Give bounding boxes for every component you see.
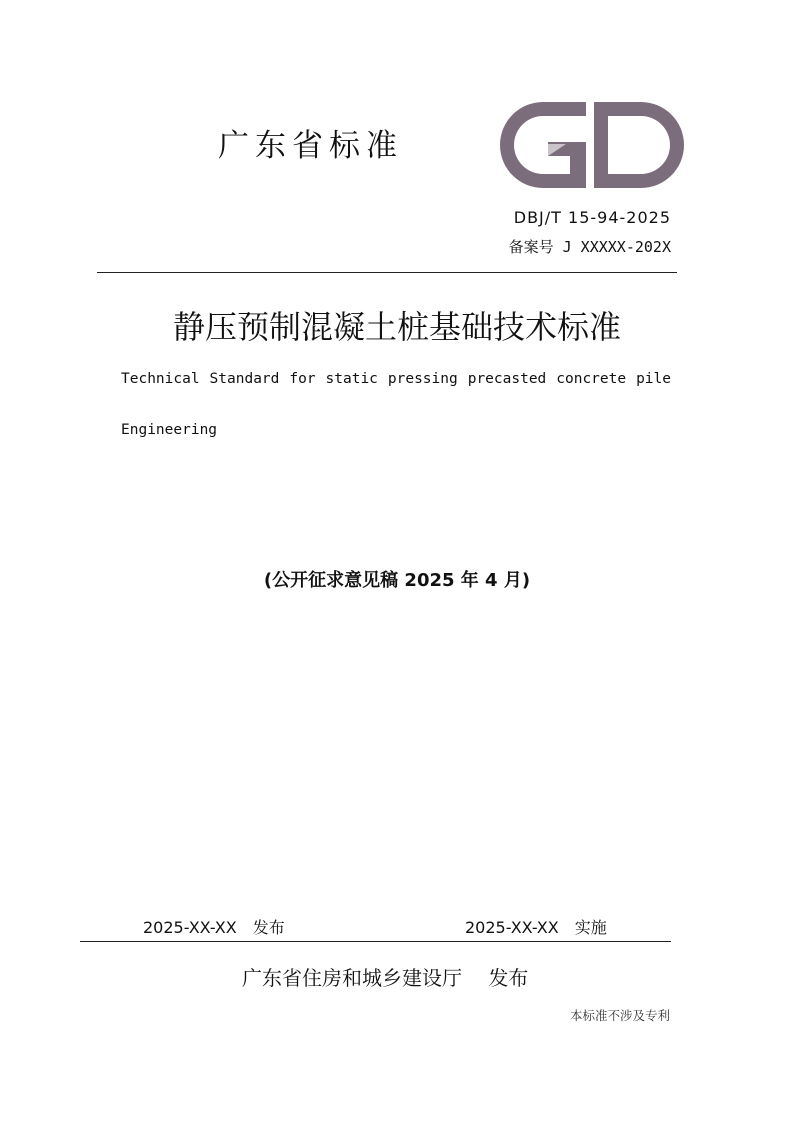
publish-date: 2025-XX-XX 发布: [143, 918, 285, 937]
patent-note: 本标准不涉及专利: [569, 1008, 670, 1023]
record-number: 备案号 J XXXXX-202X: [508, 238, 671, 256]
standard-category: 广东省标准: [218, 128, 403, 164]
standard-code: DBJ/T 15-94-2025: [513, 208, 671, 227]
english-title-line1: Technical Standard for static pressing precasted concrete pile: [121, 371, 671, 387]
footer-divider: [80, 941, 671, 942]
english-title-line2: Engineering: [121, 422, 218, 438]
implement-date: 2025-XX-XX 实施: [465, 918, 607, 937]
document-title: 静压预制混凝土桩基础技术标准: [172, 308, 621, 346]
header-divider: [97, 272, 677, 273]
issuer: 广东省住房和城乡建设厅 发布: [242, 966, 529, 990]
draft-note: (公开征求意见稿 2025 年 4 月): [263, 570, 531, 591]
gd-logo: [498, 98, 686, 192]
